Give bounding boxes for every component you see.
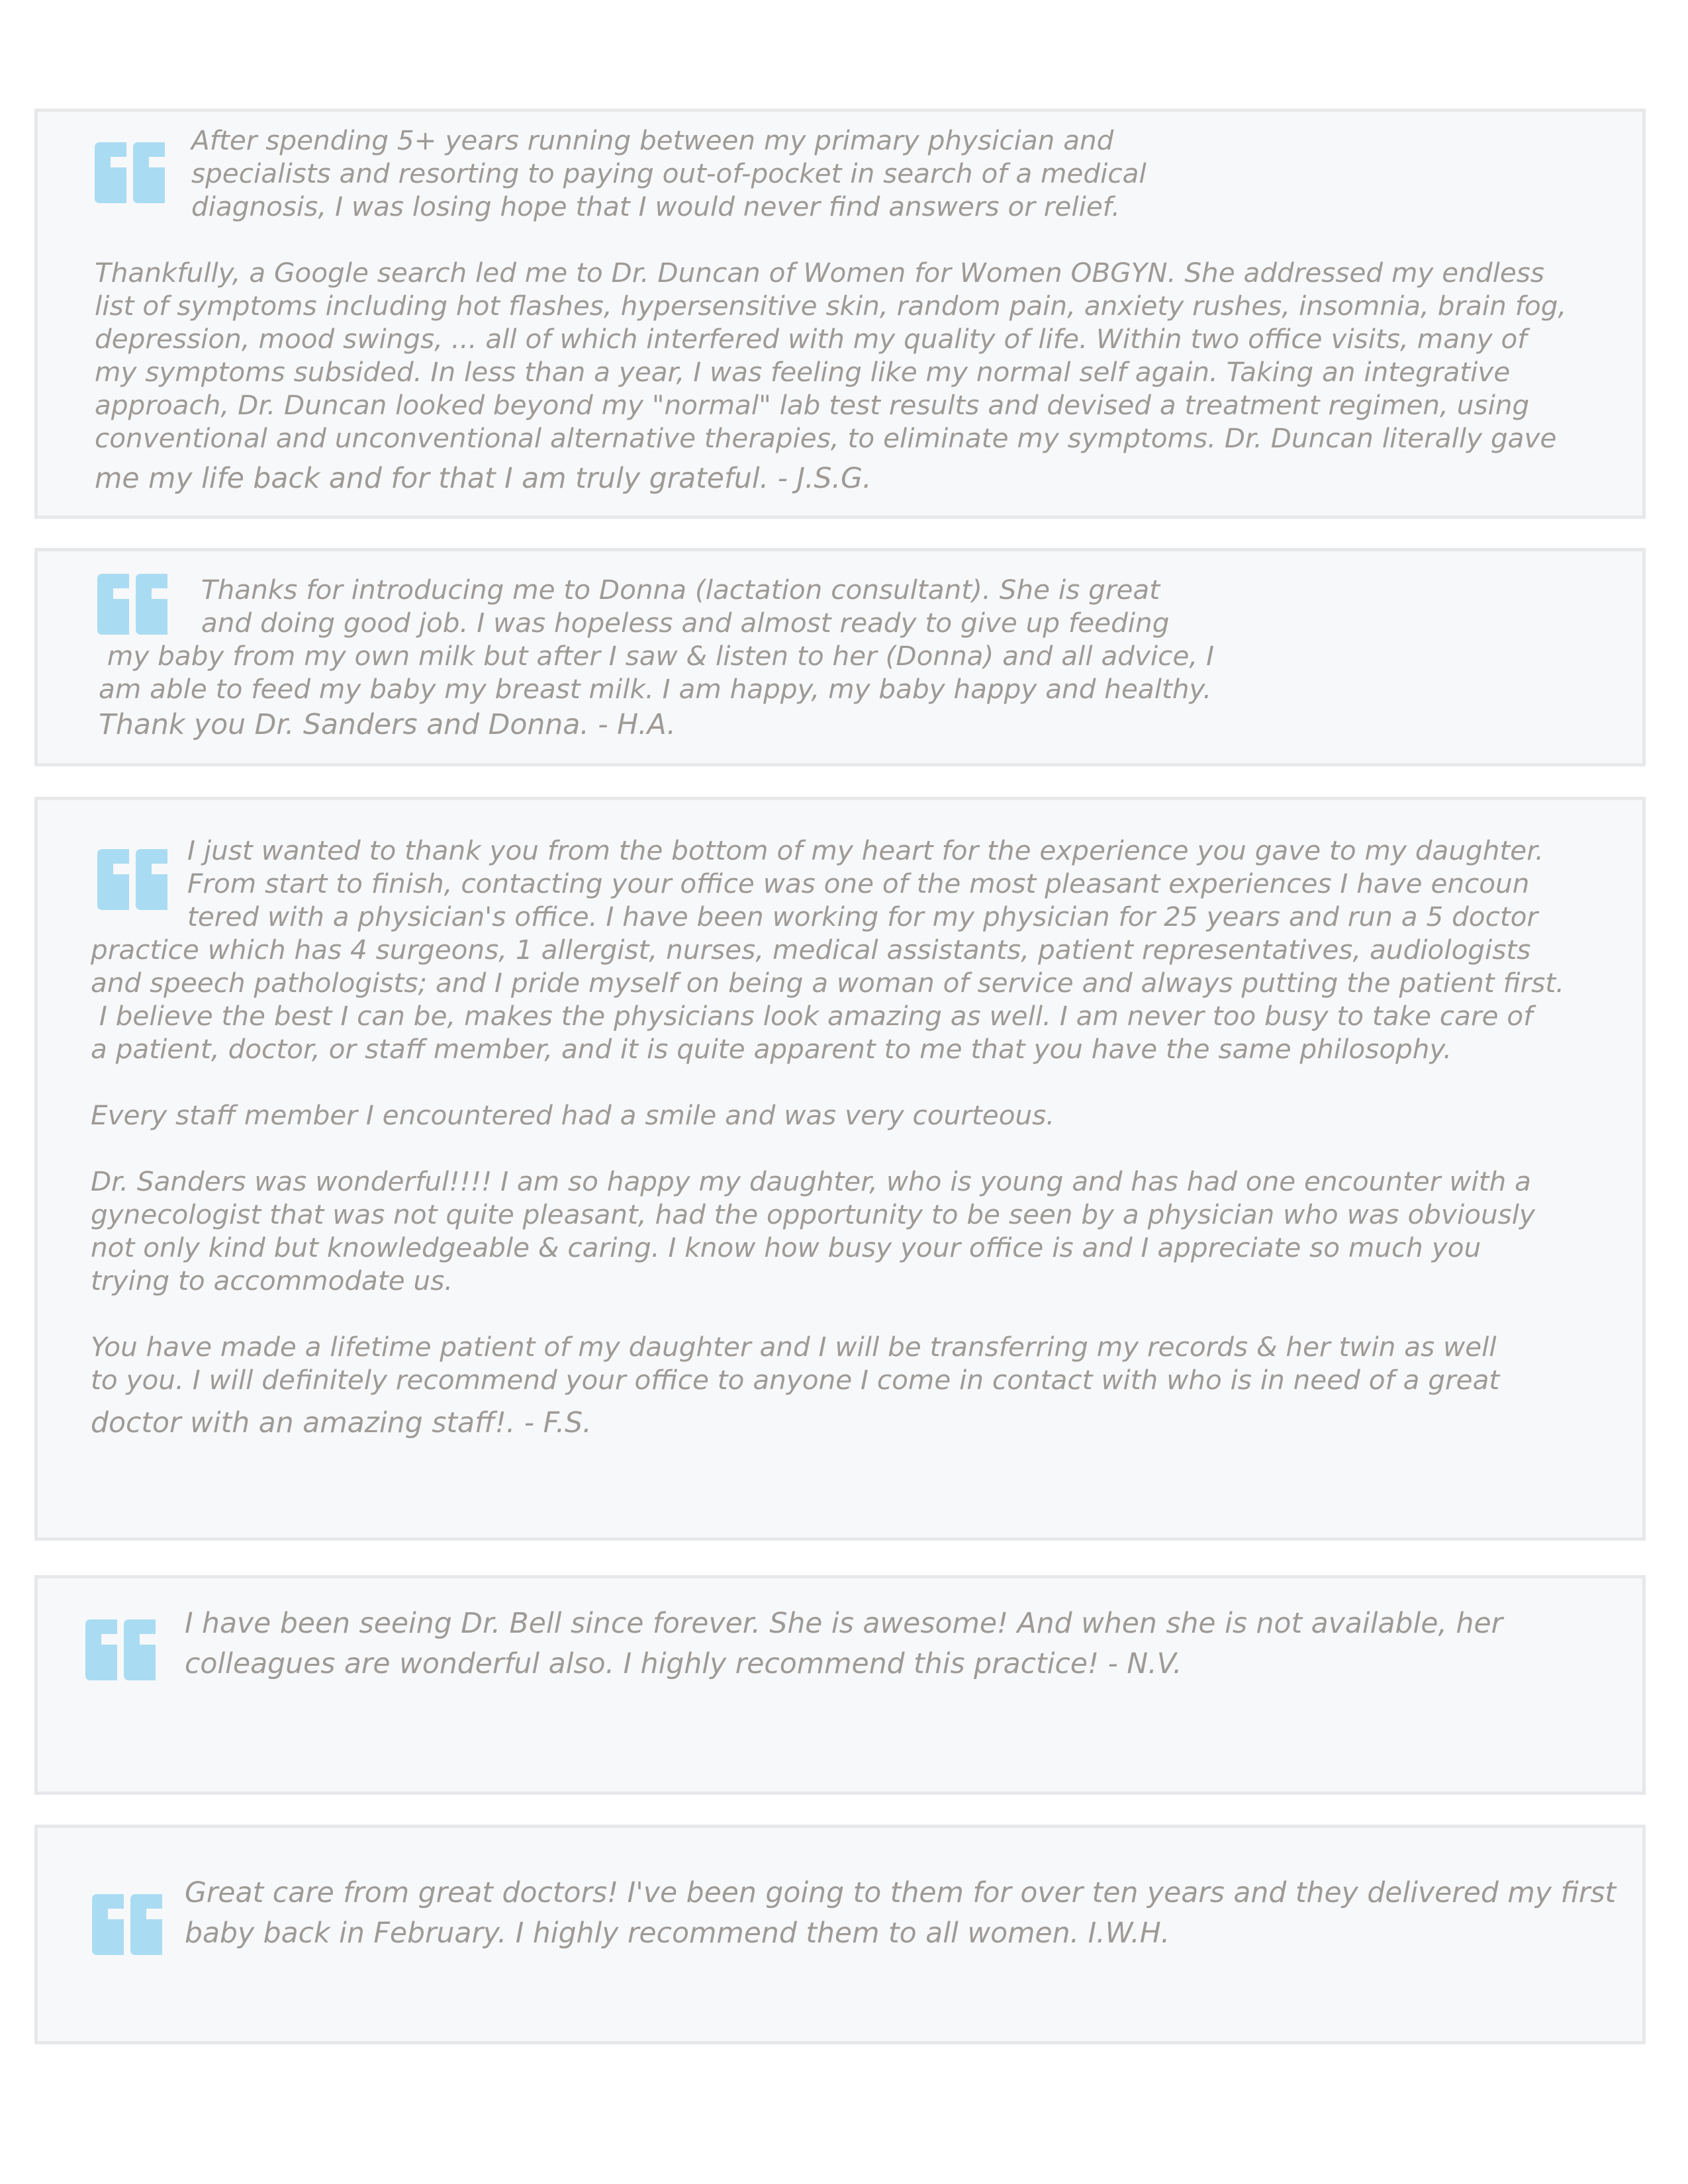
testimonial-text: I have been seeing Dr. Bell since forever. She is awesome! And when she is not available, her colleagues are wonderful also. I highly recommend this practice! - N.V. <box>185 1608 1503 1680</box>
testimonial-card <box>34 1575 1646 1795</box>
testimonial-closing: Thank you Dr. Sanders and Donna. - H.A. <box>99 709 676 741</box>
quote-icon <box>85 1619 158 1680</box>
testimonial-card <box>34 1825 1646 2044</box>
quote-icon <box>97 849 170 910</box>
testimonial-card <box>34 797 1646 1541</box>
testimonial-body: practice which has 4 surgeons, 1 allergist, nurses, medical assistants, patient representatives, audiologists and speech pathologists; and I pride myself on being a woman of service and always putting the patient first. I believe the best I can be, makes the physicians look amazing as well. I am never too busy to take care of a patient, doctor, or staff member, and it is quite apparent to me that you have the same philosophy. Every staff member I encountered had a smile and was very courteous. Dr. Sanders was wonderful!!!! I am so happy my daughter, who is young and has had one encounter with a gynecologist that was not quite pleasant, had the opportunity to be seen by a physician who was obviously not only kind but knowledgeable & caring. I know how busy your office is and I appreciate so much you trying to accommodate us. You have made a lifetime patient of my daughter and I will be transferring my records & her twin as well to you. I will definitely recommend your office to anyone I come in contact with who is in need of a great <box>91 934 1565 1396</box>
testimonial-card <box>34 548 1646 766</box>
quote-icon <box>92 1894 165 1955</box>
testimonial-intro: I just wanted to thank you from the bottom of my heart for the experience you gave to my daughter. From start to finish, contacting your office was one of the most pleasant experiences I have encoun tered with a physician's office. I have been working for my physician for 25 years and run a 5 doctor <box>187 835 1544 933</box>
quote-icon <box>97 574 170 635</box>
testimonial-closing: doctor with an amazing staff!. - F.S. <box>91 1407 592 1439</box>
testimonial-body: Thankfully, a Google search led me to Dr. Duncan of Women for Women OBGYN. She addressed my endless list of symptoms including hot flashes, hypersensitive skin, random pain, anxiety rushes, insomnia, brain fog, depression, mood swings, ... all of which interfered with my quality of life. Within two office visits, many of my symptoms subsided. In less than a year, I was feeling like my normal self again. Taking an integrative approach, Dr. Duncan looked beyond my "normal" lab test results and devised a treatment regimen, using conventional and unconventional alternative therapies, to eliminate my symptoms. Dr. Duncan literally gave <box>95 257 1567 454</box>
testimonial-card <box>34 109 1646 519</box>
testimonial-text: Great care from great doctors! I've been going to them for over ten years and they delivered my first baby back in February. I highly recommend them to all women. I.W.H. <box>185 1877 1617 1950</box>
quote-icon <box>95 142 167 203</box>
testimonial-closing: me my life back and for that I am truly grateful. - J.S.G. <box>95 463 872 495</box>
testimonial-intro: Thanks for introducing me to Donna (lactation consultant). She is great and doing good job. I was hopeless and almost ready to give up feeding <box>201 574 1170 639</box>
testimonial-intro: After spending 5+ years running between my primary physician and specialists and resorting to paying out-of-pocket in search of a medical diagnosis, I was losing hope that I would never find answers or relief. <box>191 124 1147 222</box>
testimonial-body: my baby from my own milk but after I saw & listen to her (Donna) and all advice, I am able to feed my baby my breast milk. I am happy, my baby happy and healthy. <box>99 640 1215 705</box>
